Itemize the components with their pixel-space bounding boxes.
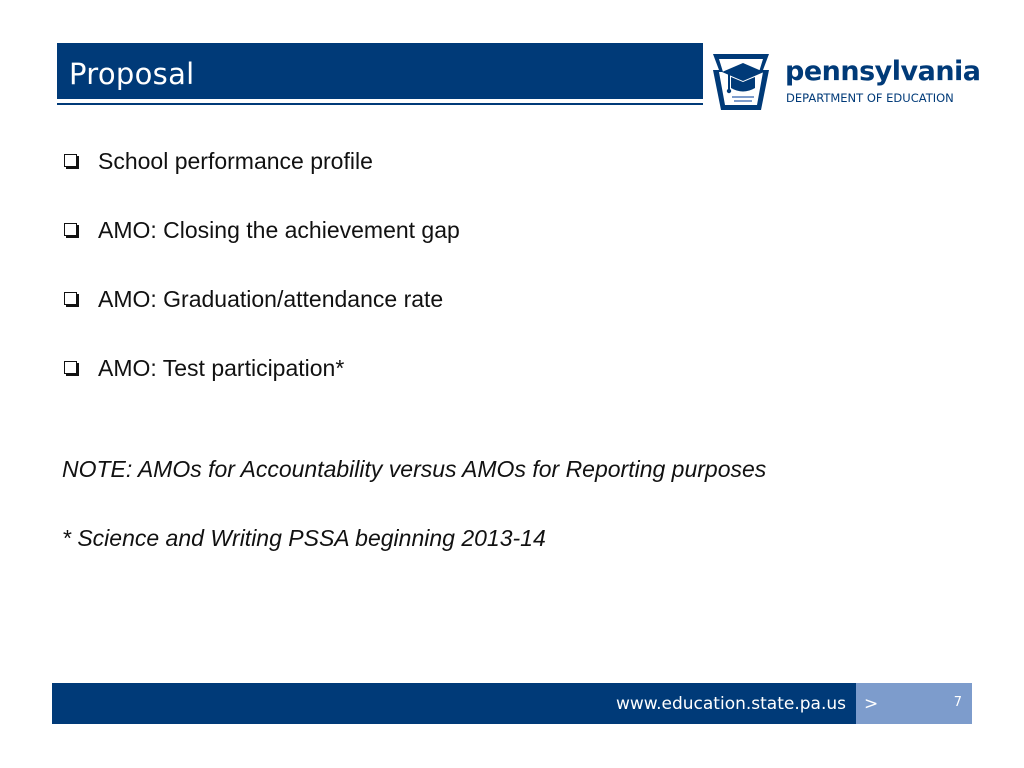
bullet-text: AMO: Closing the achievement gap xyxy=(98,217,460,243)
pennsylvania-department-of-education-logo xyxy=(709,50,979,114)
logo-name: pennsylvania xyxy=(785,56,981,87)
footer-bar xyxy=(52,683,856,724)
footer-url-link[interactable]: www.education.state.pa.us xyxy=(615,694,846,714)
bullet-text: AMO: Graduation/attendance rate xyxy=(98,286,444,312)
title-bar xyxy=(57,43,703,99)
title-underline xyxy=(57,103,703,111)
bullet-text: School performance profile xyxy=(98,148,373,174)
note-text: NOTE: AMOs for Accountability versus AMOs for Reporting purposes xyxy=(62,456,767,482)
next-slide-arrow-icon[interactable]: > xyxy=(864,694,879,714)
footer-nav-panel xyxy=(856,683,972,724)
checkbox-bullet-icon xyxy=(64,154,77,167)
page-number: 7 xyxy=(953,695,962,710)
checkbox-bullet-icon xyxy=(64,292,77,305)
footnote-text: * Science and Writing PSSA beginning 2013-14 xyxy=(62,525,546,551)
page-title: Proposal xyxy=(69,57,195,91)
bullet-text: AMO: Test participation* xyxy=(98,355,345,381)
checkbox-bullet-icon xyxy=(64,223,77,236)
checkbox-bullet-icon xyxy=(64,361,77,374)
logo-department: DEPARTMENT OF EDUCATION xyxy=(786,91,954,105)
keystone-mortarboard-icon xyxy=(709,50,773,114)
